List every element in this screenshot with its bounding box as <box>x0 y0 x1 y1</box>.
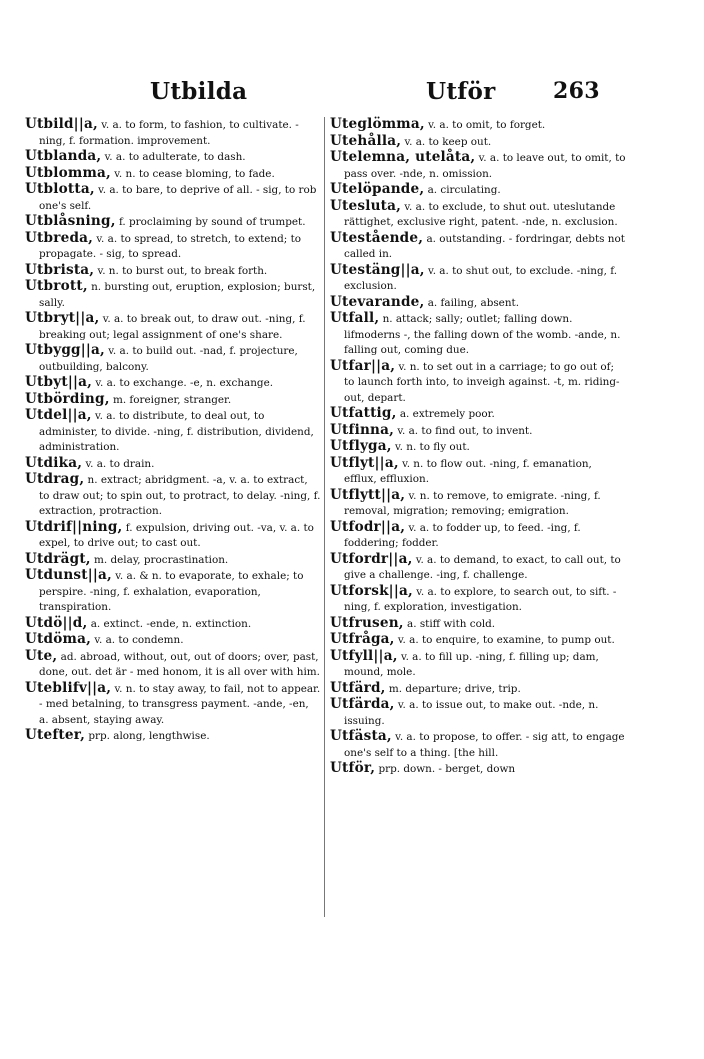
headword: Utbryt||a, <box>25 310 100 326</box>
definition: f. expulsion, driving out. -va, v. a. to expel, to drive out; to cast out. <box>39 521 314 549</box>
running-head-left: Utbilda <box>150 78 248 105</box>
dictionary-entry <box>25 568 321 616</box>
definition: v. a. to demand, to exact, to call out, to give a challenge. -ing, f. challenge. <box>344 553 621 581</box>
definition: v. a. to omit, to forget. <box>424 119 546 131</box>
headword: Utdöma, <box>25 631 92 647</box>
headword: Utbörding, <box>25 390 110 407</box>
definition: a. extinct. -ende, n. extinction. <box>87 617 252 630</box>
definition: v. a. to build out. -nad, f. projecture, outbuilding, balcony. <box>39 345 298 373</box>
headword: Uteglömma, <box>330 116 425 132</box>
dictionary-entry <box>25 681 321 729</box>
definition: n. bursting out, eruption, explosion; burst, sally. <box>39 281 316 309</box>
dictionary-entry <box>330 697 626 729</box>
definition: v. a. to drain. <box>82 457 155 470</box>
headword: Uteblifv||a, <box>25 679 112 696</box>
dictionary-entry <box>330 681 626 698</box>
dictionary-entry <box>25 649 321 681</box>
dictionary-entry <box>25 408 321 456</box>
dictionary-entry <box>25 375 321 392</box>
definition: a. circulating. <box>424 184 501 196</box>
dictionary-entry <box>25 552 321 569</box>
dictionary-entry <box>330 199 626 231</box>
headword: Utdika, <box>25 454 83 471</box>
headword: Utelemna, utelåta, <box>330 149 476 165</box>
definition: v. a. to leave out, to omit, to pass over. -nde, n. omission. <box>344 152 626 180</box>
headword: Utforsk||a, <box>330 582 413 599</box>
definition: v. a. to exclude, to shut out. uteslutande rättighet, exclusive right, patent. -nde, n. exclusion. <box>344 200 618 228</box>
page-header <box>150 78 600 112</box>
headword: Utfärd, <box>330 679 386 696</box>
left-column <box>25 117 321 745</box>
definition: m. foreigner, stranger. <box>109 393 232 406</box>
dictionary-entry <box>330 359 626 407</box>
headword: Utdunst||a, <box>25 567 112 583</box>
headword: Utbygg||a, <box>25 342 105 358</box>
headword: Utdel||a, <box>25 407 92 423</box>
dictionary-entry <box>330 584 626 616</box>
dictionary-entry <box>25 311 321 343</box>
headword: Utbrott, <box>25 278 88 294</box>
headword: Utelöpande, <box>330 181 425 197</box>
headword: Utfall, <box>330 310 380 326</box>
dictionary-entry <box>25 231 321 263</box>
page-number: 263 <box>553 78 600 104</box>
headword: Utdrag, <box>25 471 85 487</box>
dictionary-entry <box>330 311 626 359</box>
definition: f. proclaiming by sound of trumpet. <box>115 216 306 228</box>
headword: Utdrif||ning, <box>25 518 123 535</box>
definition: v. n. to remove, to emigrate. -ning, f. removal, migration; removing; emigration. <box>344 489 601 517</box>
dictionary-entry <box>25 263 321 280</box>
definition: a. failing, absent. <box>424 296 519 309</box>
headword: Utfrusen, <box>330 614 404 631</box>
headword: Utesluta, <box>330 197 402 214</box>
definition: a. outstanding. - fordringar, debts not called in. <box>344 232 625 260</box>
definition: v. a. to exchange. -e, n. exchange. <box>92 377 274 389</box>
dictionary-entry <box>330 263 626 295</box>
dictionary-entry <box>25 472 321 520</box>
headword: Utblanda, <box>25 148 102 164</box>
definition: v. a. & n. to evaporate, to exhale; to perspire. -ning, f. exhalation, evaporation, transpiration. <box>39 570 304 613</box>
headword: Utestäng||a, <box>330 261 425 278</box>
definition: v. a. to enquire, to examine, to pump out. <box>394 634 615 646</box>
dictionary-entry <box>330 649 626 681</box>
dictionary-entry <box>330 182 626 199</box>
definition: v. a. to spread, to stretch, to extend; to propagate. - sig, to spread. <box>39 232 302 260</box>
dictionary-entry <box>330 439 626 456</box>
headword: Ute, <box>25 647 58 664</box>
definition: a. stiff with cold. <box>403 617 496 630</box>
headword: Utfinna, <box>330 421 395 438</box>
definition: v. a. to shut out, to exclude. -ning, f. exclusion. <box>344 264 617 292</box>
headword: Utefter, <box>25 727 86 743</box>
definition: v. a. to keep out. <box>401 135 492 148</box>
dictionary-entry <box>25 279 321 311</box>
definition: m. delay, procrastination. <box>90 553 229 566</box>
right-column <box>330 117 626 778</box>
dictionary-entry <box>330 295 626 312</box>
definition: v. a. to condemn. <box>91 634 184 646</box>
headword: Utbreda, <box>25 229 94 246</box>
headword: Utestående, <box>330 229 424 246</box>
dictionary-entry <box>330 488 626 520</box>
headword: Utfattig, <box>330 405 397 421</box>
headword: Utfärda, <box>330 696 395 712</box>
dictionary-entry <box>25 182 321 214</box>
definition: v. n. to cease bloming, to fade. <box>110 167 275 180</box>
dictionary-entry <box>330 632 626 649</box>
headword: Utbyt||a, <box>25 374 93 390</box>
definition: v. n. to flow out. -ning, f. emanation, efflux, effluxion. <box>344 457 592 485</box>
dictionary-entry <box>25 392 321 409</box>
definition: v. a. to explore, to search out, to sift. -ning, f. exploration, investigation. <box>344 585 617 613</box>
dictionary-entry <box>330 552 626 584</box>
dictionary-entry <box>25 166 321 183</box>
headword: Utevarande, <box>330 293 425 310</box>
dictionary-entry <box>25 456 321 473</box>
dictionary-entry <box>330 423 626 440</box>
dictionary-entry <box>25 616 321 633</box>
dictionary-entry <box>25 520 321 552</box>
headword: Utflyga, <box>330 438 392 454</box>
headword: Utblomma, <box>25 164 111 181</box>
dictionary-entry <box>25 343 321 375</box>
headword: Utför, <box>330 760 376 776</box>
definition: v. a. to bare, to deprive of all. - sig, to rob one's self. <box>39 184 317 212</box>
headword: Utbild||a, <box>25 116 98 132</box>
definition: v. a. to distribute, to deal out, to administer, to divide. -ning, f. distribution, dividend, administration. <box>39 410 314 453</box>
definition: v. n. to stay away, to fail, not to appear. - med betalning, to transgress payment. -ande, -en, a. absent, staying away. <box>39 682 321 726</box>
column-divider <box>324 117 325 917</box>
headword: Utblåsning, <box>25 213 116 229</box>
definition: v. a. to propose, to offer. - sig att, to engage one's self to a thing. [the hill. <box>344 731 625 759</box>
dictionary-entry <box>330 134 626 151</box>
definition: n. attack; sally; outlet; falling down. lifmoderns -, the falling down of the womb. -ande, n. falling out, coming due. <box>344 313 621 356</box>
definition: a. extremely poor. <box>396 408 495 420</box>
headword: Utdö||d, <box>25 614 88 631</box>
definition: ad. abroad, without, out, out of doors; over, past, done, out. det är - med honom, it is all over with him. <box>39 650 320 678</box>
headword: Utfordr||a, <box>330 550 413 567</box>
dictionary-entry <box>330 520 626 552</box>
headword: Utfråga, <box>330 631 395 647</box>
definition: prp. along, lengthwise. <box>85 730 210 742</box>
dictionary-entry <box>25 117 321 149</box>
definition: v. n. to fly out. <box>391 441 470 453</box>
headword: Utflyt||a, <box>330 454 399 471</box>
definition: v. a. to form, to fashion, to cultivate. -ning, f. formation. improvement. <box>39 119 299 147</box>
dictionary-entry <box>25 632 321 649</box>
definition: v. n. to set out in a carriage; to go out of; to launch forth into, to inveigh against. -t, m. riding-out, depart. <box>344 360 620 404</box>
definition: v. a. to break out, to draw out. -ning, f. breaking out; legal assignment of one's share. <box>39 313 306 341</box>
dictionary-entry <box>330 117 626 134</box>
dictionary-entry <box>25 214 321 231</box>
headword: Utehålla, <box>330 132 402 149</box>
dictionary-entry <box>330 406 626 423</box>
definition: v. a. to adulterate, to dash. <box>101 151 246 163</box>
headword: Utdrägt, <box>25 550 91 567</box>
definition: n. extract; abridgment. -a, v. a. to extract, to draw out; to spin out, to protract, to delay. -ning, f. extraction, protraction. <box>39 474 321 517</box>
headword: Utbrista, <box>25 261 95 278</box>
dictionary-entry <box>330 456 626 488</box>
headword: Utfar||a, <box>330 357 396 374</box>
running-head-right: Utför <box>426 78 496 105</box>
dictionary-entry <box>25 149 321 166</box>
definition: prp. down. - berget, down <box>375 763 516 775</box>
dictionary-entry <box>25 728 321 745</box>
dictionary-entry <box>330 150 626 182</box>
dictionary-entry <box>330 616 626 633</box>
headword: Utflytt||a, <box>330 486 406 503</box>
definition: v. a. to fill up. -ning, f. filling up; dam, mound, mole. <box>344 650 599 678</box>
definition: m. departure; drive, trip. <box>385 682 521 695</box>
definition: v. a. to issue out, to make out. -nde, n. issuing. <box>344 699 599 727</box>
headword: Utblotta, <box>25 181 95 197</box>
dictionary-entry <box>330 761 626 778</box>
dictionary-entry <box>330 729 626 761</box>
definition: v. a. to find out, to invent. <box>394 424 533 437</box>
definition: v. n. to burst out, to break forth. <box>94 264 268 277</box>
headword: Utfästa, <box>330 728 392 744</box>
dictionary-entry <box>330 231 626 263</box>
headword: Utfodr||a, <box>330 518 406 535</box>
definition: v. a. to fodder up, to feed. -ing, f. foddering; fodder. <box>344 521 581 549</box>
headword: Utfyll||a, <box>330 647 398 664</box>
